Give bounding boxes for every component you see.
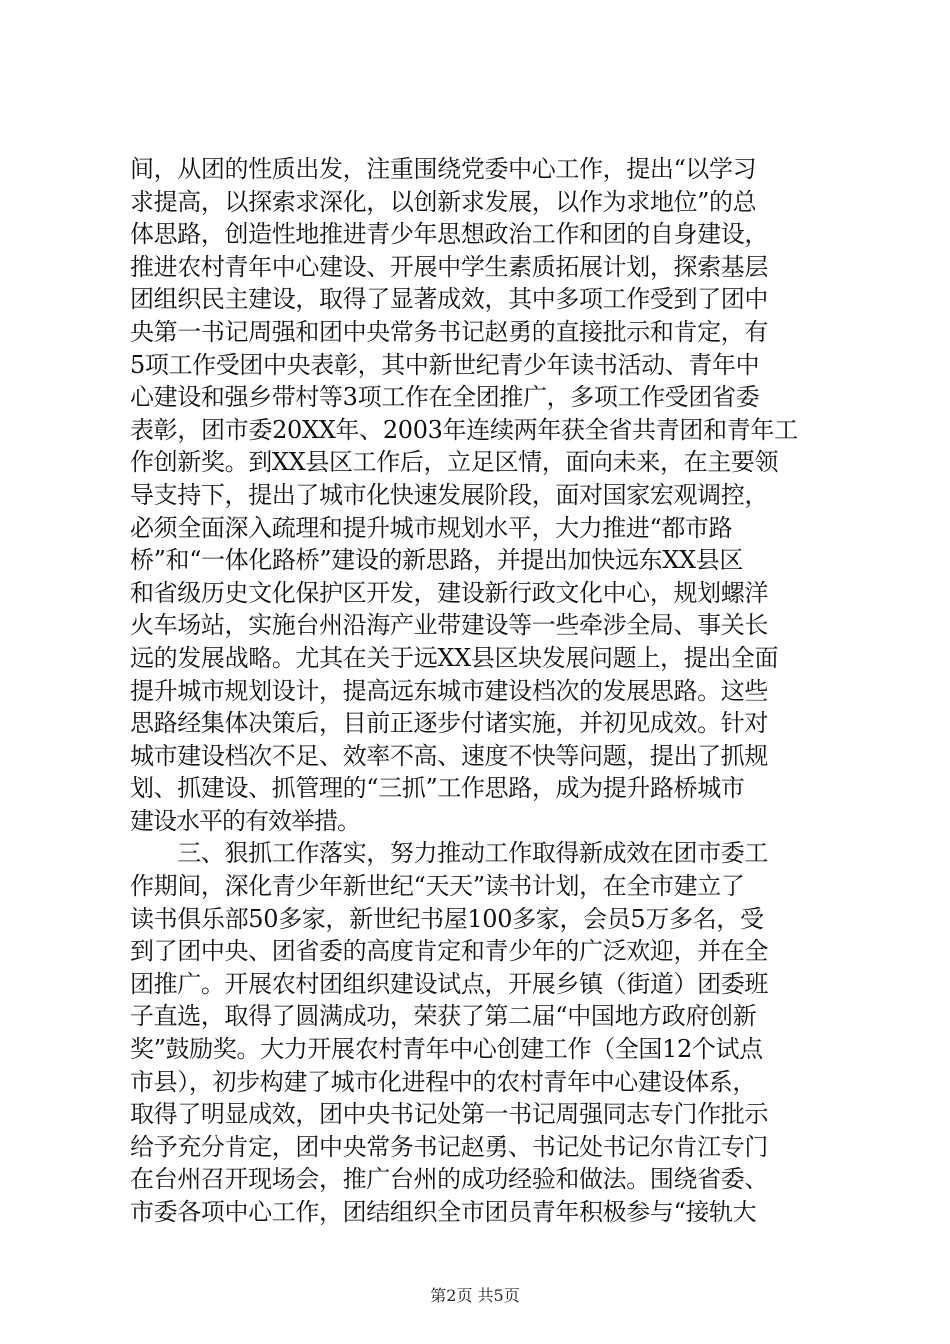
text-line: 建设水平的有效举措。 xyxy=(130,806,360,835)
page-footer: 第2页 共5页 xyxy=(430,1286,520,1305)
text-line: 作期间，深化青少年新世纪“天天”读书计划，在全市建立了 xyxy=(130,872,745,901)
text-line: 三、狠抓工作落实，努力推动工作取得新成效在团市委工 xyxy=(130,839,768,868)
text-line: 作创新奖。到XX县区工作后，立足区情，面向未来，在主要领 xyxy=(130,448,779,477)
text-line: 5项工作受团中央表彰，其中新世纪青少年读书活动、青年中 xyxy=(130,350,760,379)
text-line: 火车场站，实施台州沿海产业带建设等一些牵涉全局、事关长 xyxy=(130,611,768,640)
text-line: 推进农村青年中心建设、开展中学生素质拓展计划，探索基层 xyxy=(130,252,768,281)
text-line: 远的发展战略。尤其在关于远XX县区块发展问题上，提出全面 xyxy=(130,643,779,672)
text-line: 导支持下，提出了城市化快速发展阶段，面对国家宏观调控， xyxy=(130,480,768,509)
text-line: 桥”和“一体化路桥”建设的新思路，并提出加快远东XX县区 xyxy=(130,546,743,575)
text-line: 子直选，取得了圆满成功，荣获了第二届“中国地方政府创新 xyxy=(130,1002,757,1031)
text-line: 取得了明显成效，团中央书记处第一书记周强同志专门作批示 xyxy=(130,1100,768,1129)
text-line: 市县），初步构建了城市化进程中的农村青年中心建设体系， xyxy=(130,1067,756,1096)
text-line: 团组织民主建设，取得了显著成效，其中多项工作受到了团中 xyxy=(130,285,768,314)
text-line: 划、抓建设、抓管理的“三抓”工作思路，成为提升路桥城市 xyxy=(130,774,745,803)
text-line: 到了团中央、团省委的高度肯定和青少年的广泛欢迎，并在全 xyxy=(130,937,768,966)
text-line: 体思路，创造性地推进青少年思想政治工作和团的自身建设， xyxy=(130,220,768,249)
text-line: 和省级历史文化保护区开发，建设新行政文化中心，规划螺洋 xyxy=(130,578,768,607)
text-line: 表彰，团市委20XX年、2003年连续两年获全省共青团和青年工 xyxy=(130,415,798,444)
text-line: 奖”鼓励奖。大力开展农村青年中心创建工作（全国12个试点 xyxy=(130,1035,763,1064)
text-line: 间，从团的性质出发，注重围绕党委中心工作，提出“以学习 xyxy=(130,155,757,183)
text-line: 给予充分肯定，团中央常务书记赵勇、书记处书记尔肯江专门 xyxy=(130,1132,768,1161)
body-text xyxy=(130,153,830,1229)
text-line: 心建设和强乡带村等3项工作在全团推广，多项工作受团省委 xyxy=(130,383,760,412)
text-line: 央第一书记周强和团中央常务书记赵勇的直接批示和肯定，有 xyxy=(130,317,768,346)
text-line: 团推广。开展农村团组织建设试点，开展乡镇（街道）团委班 xyxy=(130,969,768,998)
text-line: 在台州召开现场会，推广台州的成功经验和做法。围绕省委、 xyxy=(130,1165,768,1194)
text-line: 提升城市规划设计，提高远东城市建设档次的发展思路。这些 xyxy=(130,676,768,705)
text-line: 读书俱乐部50多家，新世纪书屋100多家，会员5万多名，受 xyxy=(130,904,764,933)
text-line: 市委各项中心工作，团结组织全市团员青年积极参与“接轨大 xyxy=(130,1198,757,1226)
text-line: 思路经集体决策后，目前正逐步付诸实施，并初见成效。针对 xyxy=(130,709,768,738)
text-line: 必须全面深入疏理和提升城市规划水平，大力推进“都市路 xyxy=(130,513,733,542)
text-line: 求提高，以探索求深化，以创新求发展，以作为求地位”的总 xyxy=(130,187,757,216)
text-line: 城市建设档次不足、效率不高、速度不快等问题，提出了抓规 xyxy=(130,741,768,770)
